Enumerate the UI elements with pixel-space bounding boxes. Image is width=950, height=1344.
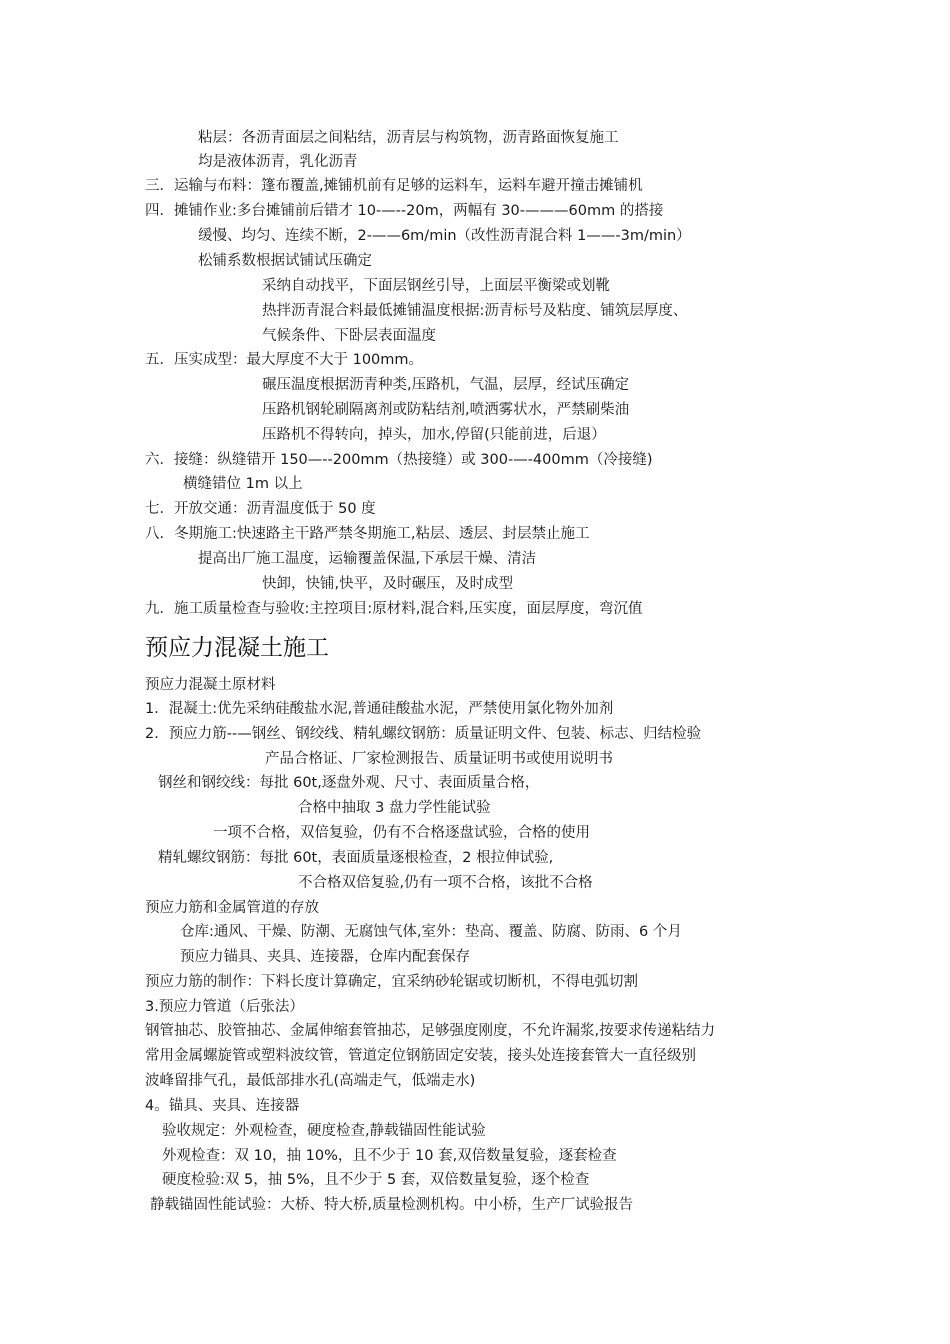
- text-line: 产品合格证、厂家检测报告、质量证明书或使用说明书: [265, 751, 613, 767]
- text-line: 四．摊铺作业:多台摊铺前后错才 10-—--20m，两幅有 30-———60mm 的搭接: [145, 203, 664, 219]
- text-line: 七．开放交通：沥青温度低于 50 度: [145, 501, 376, 517]
- text-line: 1．混凝土:优先采纳硅酸盐水泥,普通硅酸盐水泥，严禁使用氯化物外加剂: [145, 701, 614, 717]
- text-line: 九．施工质量检查与验收:主控项目:原材料,混合料,压实度，面层厚度，弯沉值: [145, 601, 643, 617]
- text-line: 硬度检验:双 5，抽 5%，且不少于 5 套，双倍数量复验，逐个检查: [162, 1172, 590, 1188]
- text-line: 压路机不得转向，掉头，加水,停留(只能前进，后退）: [262, 427, 606, 443]
- text-line: 采纳自动找平，下面层钢丝引导，上面层平衡梁或划靴: [262, 278, 610, 294]
- text-line: 三．运输与布料：篷布覆盖,摊铺机前有足够的运料车，运料车避开撞击摊铺机: [145, 178, 643, 194]
- text-line: 验收规定：外观检查，硬度检查,静载锚固性能试验: [162, 1123, 486, 1139]
- text-line: 预应力锚具、夹具、连接器，仓库内配套保存: [180, 949, 470, 965]
- text-line: 六．接缝：纵缝错开 150—--200mm（热接缝）或 300-—-400mm（冷接缝): [145, 452, 653, 468]
- text-line: 预应力混凝土原材料: [145, 677, 276, 693]
- text-line: 粘层：各沥青面层之间粘结，沥青层与构筑物，沥青路面恢复施工: [198, 130, 619, 146]
- text-line: 预应力筋的制作：下料长度计算确定，宜采纳砂轮锯或切断机，不得电弧切割: [145, 974, 638, 990]
- text-line: 精轧螺纹钢筋：每批 60t，表面质量逐根检查，2 根拉伸试验,: [158, 850, 554, 866]
- text-line: 波峰留排气孔，最低部排水孔(高端走气，低端走水): [145, 1073, 476, 1089]
- text-line: 常用金属螺旋管或塑料波纹管，管道定位钢筋固定安装，接头处连接套管大一直径级别: [145, 1048, 696, 1064]
- text-line: 压路机钢轮刷隔离剂或防粘结剂,喷洒雾状水，严禁刷柴油: [262, 402, 630, 418]
- text-line: 八．冬期施工:快速路主干路严禁冬期施工,粘层、透层、封层禁止施工: [145, 526, 590, 542]
- text-line: 钢管抽芯、胶管抽芯、金属伸缩套管抽芯，足够强度刚度，不允许漏浆,按要求传递粘结力: [145, 1023, 716, 1039]
- text-line: 外观检查：双 10，抽 10%，且不少于 10 套,双倍数量复验，逐套检查: [162, 1148, 617, 1164]
- text-line: 仓库:通风、干燥、防潮、无腐蚀气体,室外：垫高、覆盖、防腐、防雨、6 个月: [180, 924, 682, 940]
- text-line: 提高出厂施工温度，运输覆盖保温,下承层干燥、清洁: [198, 551, 537, 567]
- text-line: 碾压温度根据沥青种类,压路机，气温，层厚，经试压确定: [262, 377, 630, 393]
- text-line: 钢丝和钢绞线：每批 60t,逐盘外观、尺寸、表面质量合格，: [158, 775, 540, 791]
- text-line: 五．压实成型：最大厚度不大于 100mm。: [145, 352, 424, 368]
- text-line: 气候条件、下卧层表面温度: [262, 328, 436, 344]
- text-line: 快卸，快铺,快平，及时碾压，及时成型: [262, 576, 514, 592]
- text-line: 静载锚固性能试验：大桥、特大桥,质量检测机构。中小桥，生产厂试验报告: [150, 1197, 634, 1213]
- text-line: 缓慢、均匀、连续不断，2-——6m/min（改性沥青混合料 1——-3m/min）: [198, 228, 691, 244]
- text-line: 合格中抽取 3 盘力学性能试验: [298, 800, 491, 816]
- text-line: 3.预应力管道（后张法）: [145, 999, 304, 1015]
- text-line: 热拌沥青混合料最低摊铺温度根据:沥青标号及粘度、铺筑层厚度、: [262, 303, 688, 319]
- text-line: 一项不合格，双倍复验，仍有不合格逐盘试验，合格的使用: [213, 825, 590, 841]
- text-line: 均是液体沥青，乳化沥青: [198, 154, 358, 170]
- text-line: 不合格双倍复验,仍有一项不合格，该批不合格: [298, 875, 593, 891]
- section-heading: 预应力混凝土施工: [145, 635, 329, 661]
- text-line: 预应力筋和金属管道的存放: [145, 900, 319, 916]
- text-line: 4。锚具、夹具、连接器: [145, 1098, 300, 1114]
- text-line: 2．预应力筋--—钢丝、钢绞线、精轧螺纹钢筋：质量证明文件、包装、标志、归结检验: [145, 726, 702, 742]
- text-line: 横缝错位 1m 以上: [183, 476, 303, 492]
- text-line: 松铺系数根据试铺试压确定: [198, 253, 372, 269]
